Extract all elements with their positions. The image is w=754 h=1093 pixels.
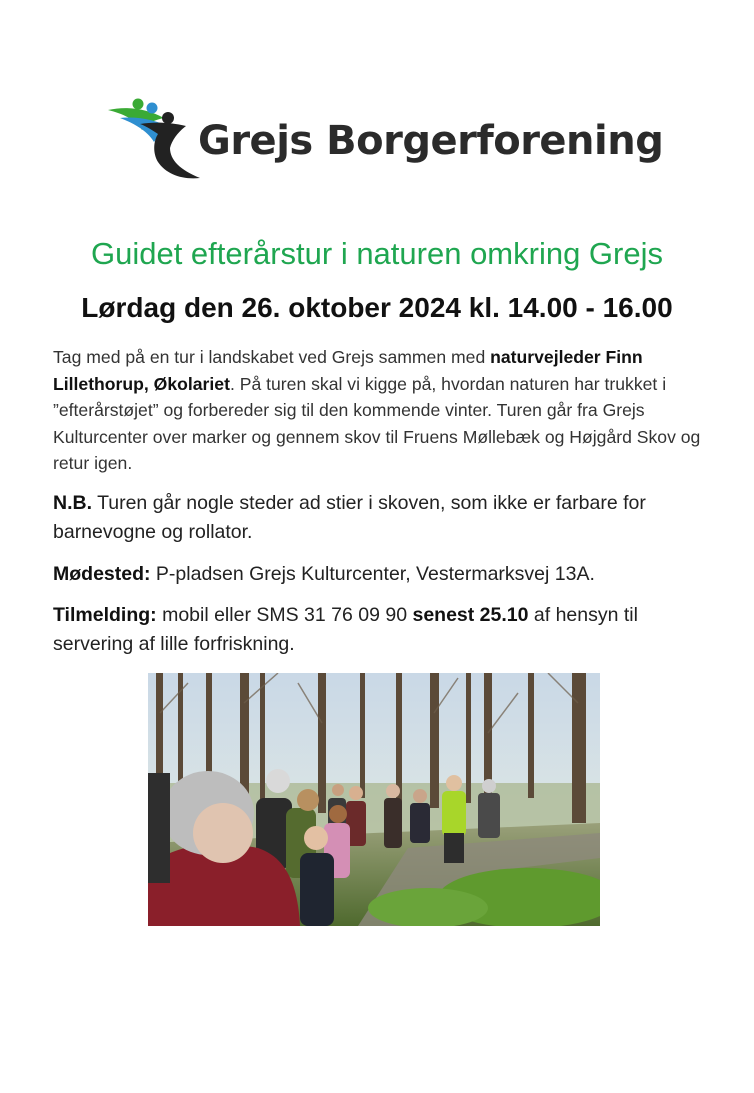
signup-text-1: mobil eller SMS 31 76 09 90 (156, 604, 413, 626)
meeting-paragraph (53, 560, 713, 589)
headline: Guidet efterårstur i naturen omkring Grejs (90, 236, 664, 271)
intro-paragraph (53, 344, 713, 477)
nb-paragraph (53, 489, 713, 546)
signup-paragraph (53, 601, 713, 658)
signup-label: Tilmelding: (53, 604, 157, 626)
meeting-label: Mødested: (53, 563, 151, 585)
intro-text-1: Tag med på en tur i landskabet ved Grejs sammen med (53, 347, 491, 367)
nb-text: Turen går nogle steder ad stier i skoven, som ikke er farbare for barnevogne og rollator. (53, 492, 646, 543)
event-date: Lørdag den 26. oktober 2024 kl. 14.00 - 16.00 (81, 292, 673, 323)
signup-text-2: af hensyn til servering af lille forfriskning. (53, 604, 638, 655)
logo-text: Grejs Borgerforening (198, 118, 664, 164)
logo-mark-icon (106, 96, 206, 186)
meeting-text: P-pladsen Grejs Kulturcenter, Vestermarksvej 13A. (150, 563, 595, 585)
signup-deadline: senest 25.10 (412, 604, 529, 626)
intro-text-2: . På turen skal vi kigge på, hvordan naturen har trukket i ”efterårstøjet” og forbereder sig til den kommende vinter. Turen går fra Grejs Kulturcenter over marker og gennem skov til Fruens Møllebæk og Højgård Skov og retur igen. (53, 373, 701, 473)
intro-guide-name: naturvejleder Finn Lillethorup, Økolariet (53, 347, 643, 394)
group-photo (148, 673, 600, 926)
nb-label: N.B. (53, 492, 92, 514)
logo (106, 96, 664, 186)
